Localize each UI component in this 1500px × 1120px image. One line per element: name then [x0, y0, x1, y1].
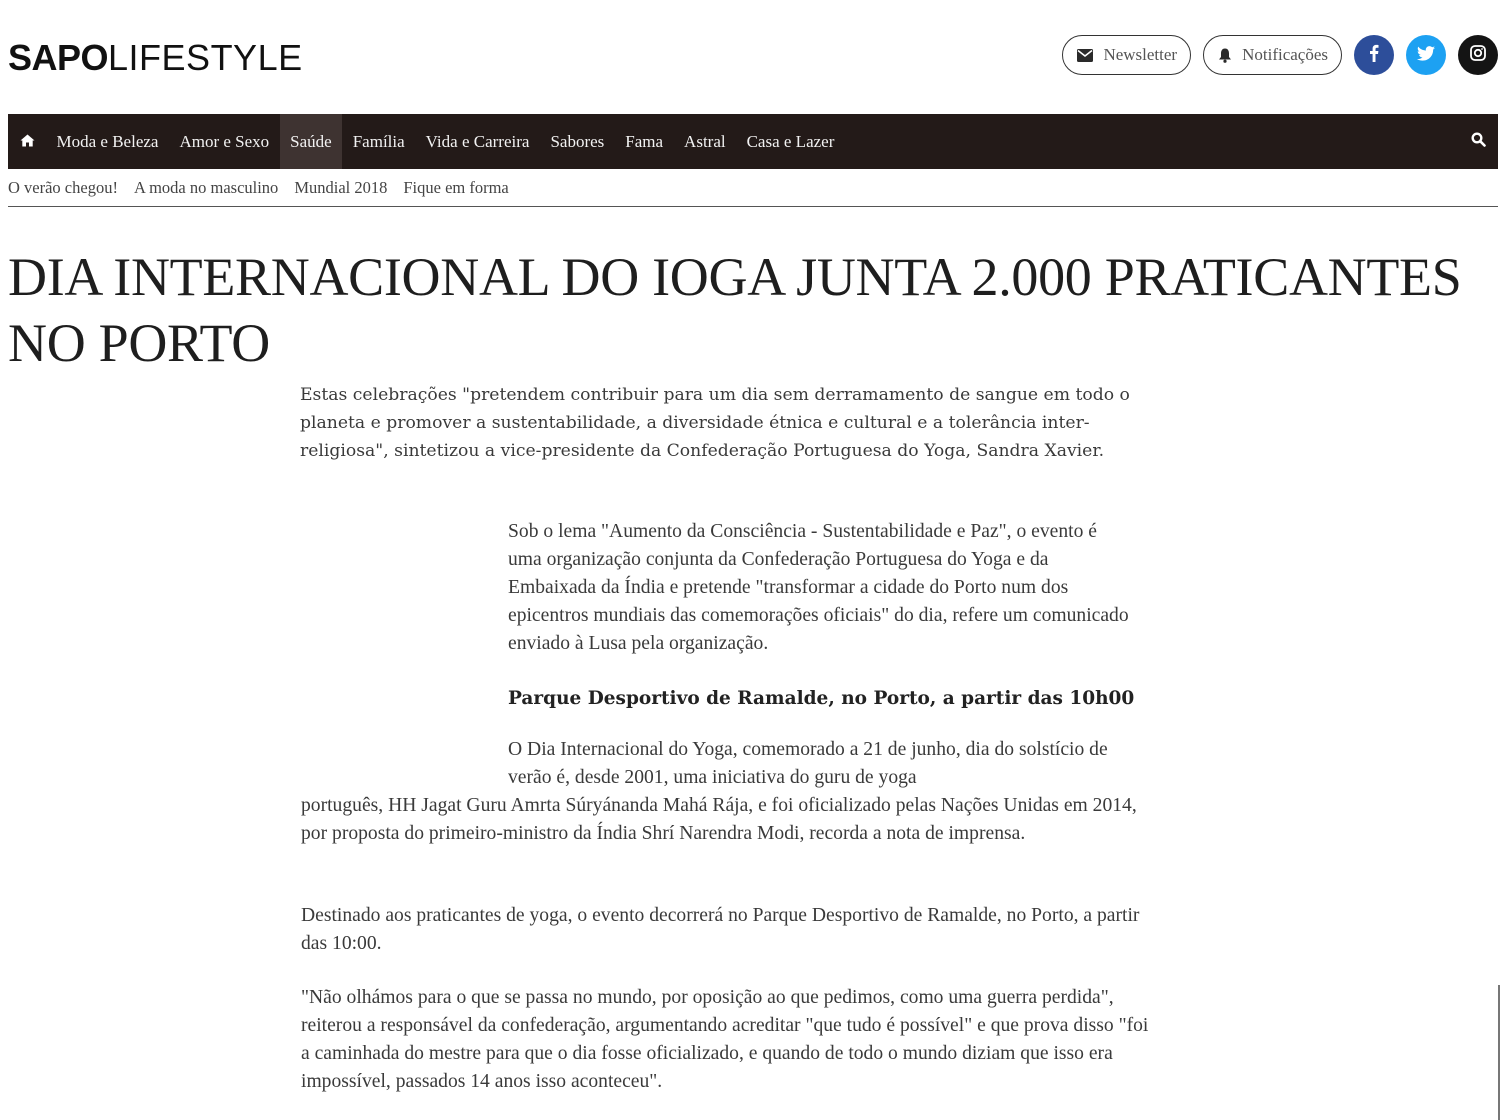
site-header [0, 0, 1500, 114]
logo-bold-text: SAPO [8, 37, 109, 78]
article-subheading: Parque Desportivo de Ramalde, no Porto, a partir das 10h00 [508, 688, 1135, 709]
nav-item-label: Fama [625, 131, 664, 151]
topic-link-verao-chegou[interactable]: O verão chegou! [8, 177, 118, 197]
article-paragraph: português, HH Jagat Guru Amrta Súryánanda Mahá Rája, e foi oficializado pelas Nações Unidas em 2014, por proposta do primeiro-ministro da Índia Shrí Narendra Modi, recorda a nota de imprensa. [301, 795, 1137, 844]
topic-link-fique-em-forma[interactable]: Fique em forma [403, 177, 509, 197]
envelope-icon [1077, 49, 1093, 62]
newsletter-label: Newsletter [1103, 45, 1178, 64]
article-paragraph: Estas celebrações "pretendem contribuir para um dia sem derramamento de sangue em todo o planeta e promover a sustentabilidade, a diversidade étnica e cultural e a tolerância inter-religiosa", sintetizou a vice-presidente da Confederação Portuguesa do Yoga, Sandra Xavier. [300, 385, 1130, 461]
notifications-label: Notificações [1242, 45, 1328, 64]
newsletter-button[interactable] [1062, 35, 1191, 75]
facebook-button[interactable] [1354, 35, 1394, 75]
nav-item-label: Saúde [290, 131, 332, 151]
nav-item-label: Vida e Carreira [425, 131, 530, 151]
nav-item-label: Família [352, 131, 405, 151]
bell-icon [1218, 48, 1232, 63]
article-paragraph: Destinado aos praticantes de yoga, o evento decorrerá no Parque Desportivo de Ramalde, no Porto, a partir das 10:00. [301, 905, 1140, 954]
home-icon [20, 132, 35, 151]
search-button[interactable] [1458, 114, 1498, 169]
nav-item-moda-e-beleza[interactable] [46, 114, 169, 169]
notifications-button[interactable] [1203, 35, 1342, 75]
trending-topics-bar [8, 169, 1498, 207]
nav-item-vida-e-carreira[interactable] [415, 114, 540, 169]
site-logo[interactable] [8, 38, 303, 78]
nav-item-label: Sabores [550, 131, 605, 151]
nav-item-familia[interactable] [342, 114, 415, 169]
main-navigation [8, 114, 1498, 169]
nav-item-label: Astral [684, 131, 726, 151]
nav-item-astral[interactable] [674, 114, 737, 169]
nav-item-saude[interactable] [280, 114, 343, 169]
nav-item-label: Casa e Lazer [746, 131, 835, 151]
instagram-icon [1470, 45, 1486, 65]
nav-item-sabores[interactable] [540, 114, 615, 169]
article-paragraph: Sob o lema "Aumento da Consciência - Sustentabilidade e Paz", o evento é uma organização conjunta da Confederação Portuguesa do Yoga e da Embaixada da Índia e pretende "transformar a cidade do Porto num dos epicentros mundiais das comemorações oficiais" do dia, refere um comunicado enviado à Lusa pela organização. [508, 521, 1129, 654]
nav-item-label: Amor e Sexo [179, 131, 270, 151]
twitter-icon [1417, 46, 1435, 65]
search-icon [1471, 132, 1486, 151]
article-paragraph: "Não olhámos para o que se passa no mundo, por oposição ao que pedimos, como uma guerra perdida", reiterou a responsável da confederação, argumentando acreditar "que tudo é possível" e que prova disso "foi a caminhada do mestre para que o dia fosse oficializado, e quando de todo o mundo diziam que isso era impossível, passados 14 anos isso aconteceu". [301, 987, 1149, 1092]
header-actions [1062, 35, 1498, 75]
facebook-icon [1369, 44, 1379, 66]
nav-item-casa-e-lazer[interactable] [736, 114, 845, 169]
topic-link-moda-masculino[interactable]: A moda no masculino [133, 177, 279, 197]
logo-light-text: LIFESTYLE [108, 37, 303, 78]
topic-link-mundial-2018[interactable]: Mundial 2018 [294, 177, 388, 197]
twitter-button[interactable] [1406, 35, 1446, 75]
nav-item-fama[interactable] [615, 114, 674, 169]
instagram-button[interactable] [1458, 35, 1498, 75]
article-title: DIA INTERNACIONAL DO IOGA JUNTA 2.000 PRATICANTES NO PORTO [8, 247, 1462, 373]
nav-item-amor-e-sexo[interactable] [169, 114, 280, 169]
nav-item-label: Moda e Beleza [56, 131, 159, 151]
article-paragraph: O Dia Internacional do Yoga, comemorado a 21 de junho, dia do solstício de verão é, desde 2001, uma iniciativa do guru de yoga [508, 739, 1108, 788]
nav-spacer [845, 114, 1458, 169]
nav-home-button[interactable] [8, 114, 46, 169]
